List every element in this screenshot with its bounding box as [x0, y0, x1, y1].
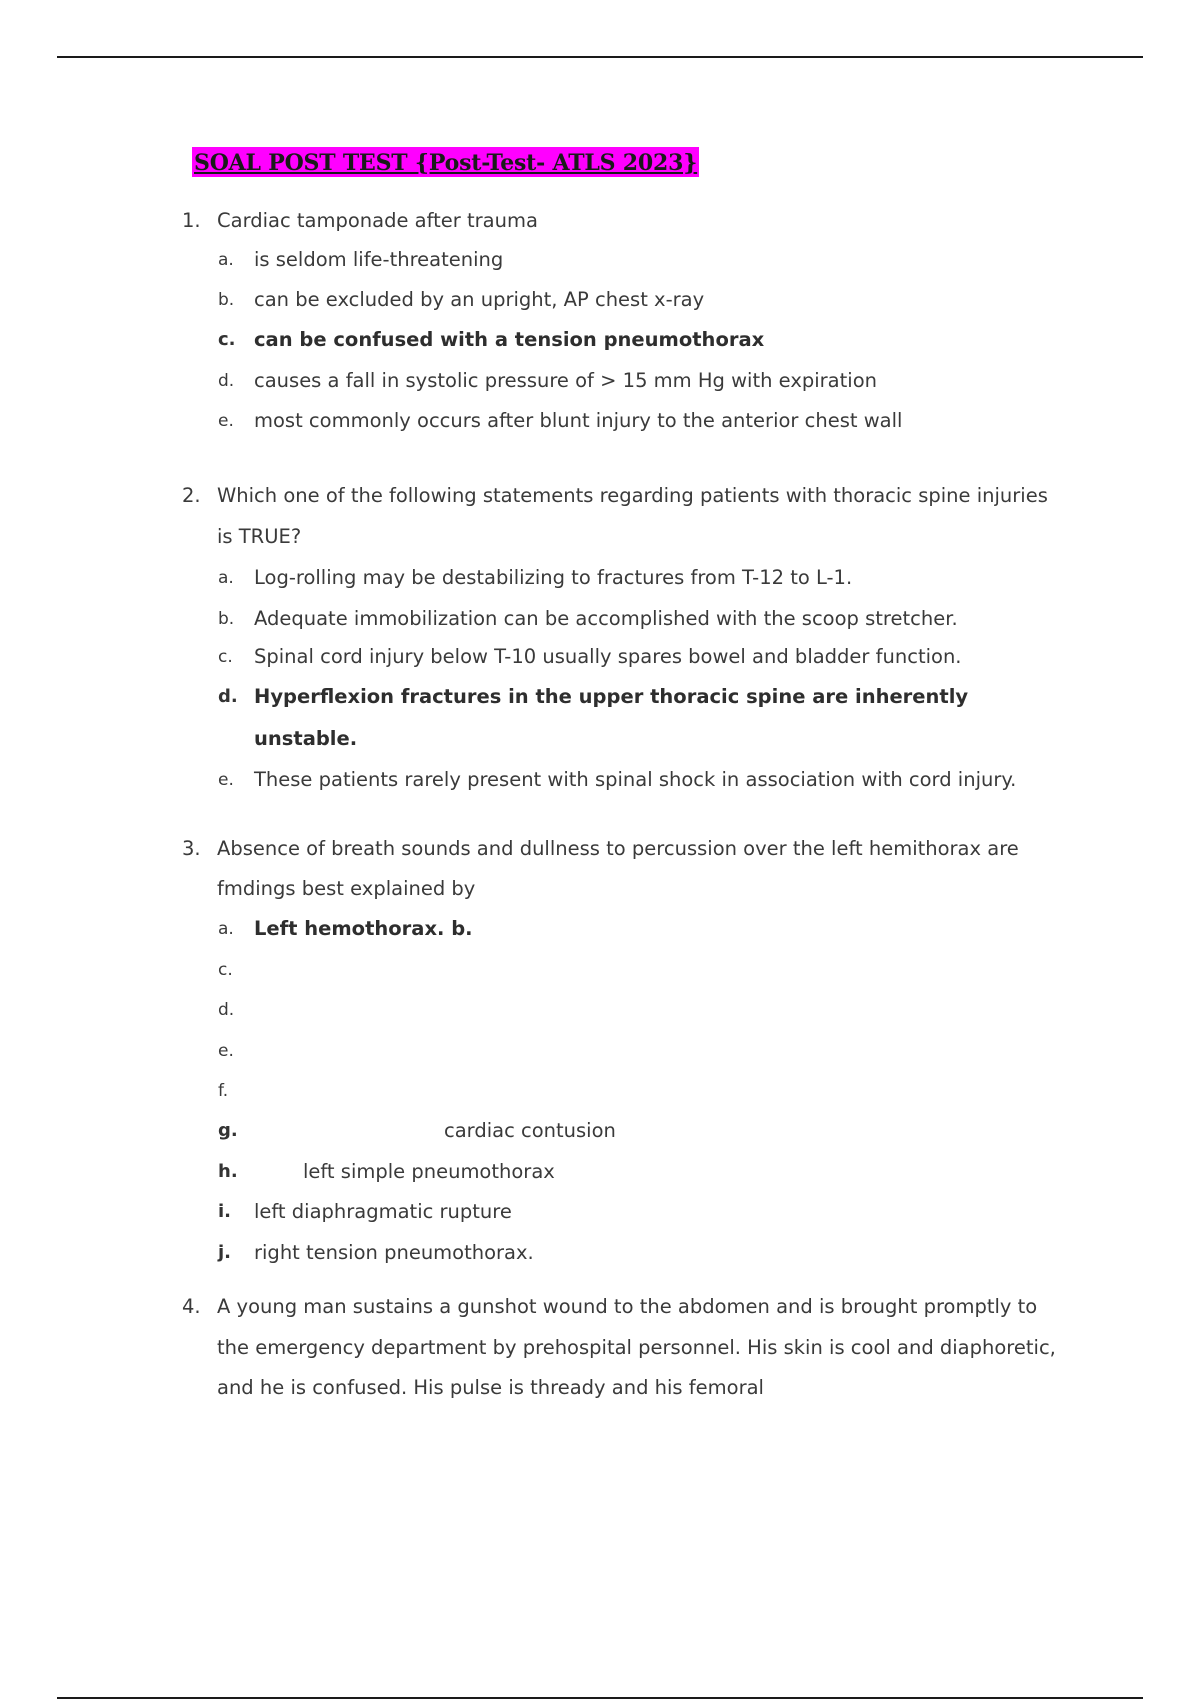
question-text: Absence of breath sounds and dullness to percussion over the left hemithorax are [217, 837, 1019, 860]
option-text: causes a fall in systolic pressure of > 15 mm Hg with expiration [254, 369, 877, 392]
option-letter: c. [218, 960, 233, 980]
option-letter: b. [218, 609, 235, 629]
question-text: is TRUE? [217, 525, 302, 548]
option-letter: d. [218, 1000, 235, 1020]
option-letter: a. [218, 919, 234, 939]
option-letter: c. [218, 647, 233, 667]
option-text-correct: Left hemothorax [254, 917, 438, 940]
question-text: fmdings best explained by [217, 877, 476, 900]
option-letter: h. [218, 1161, 238, 1182]
option-text: Adequate immobilization can be accomplished with the scoop stretcher. [254, 607, 958, 630]
bottom-rule [57, 1697, 1143, 1699]
option-letter: i. [218, 1201, 232, 1222]
option-text-suffix: . b. [437, 917, 473, 940]
option-text: Log-rolling may be destabilizing to fractures from T-12 to L-1. [254, 566, 853, 589]
question-text: Cardiac tamponade after trauma [217, 209, 538, 232]
option-text: Spinal cord injury below T-10 usually spares bowel and bladder function. [254, 645, 962, 668]
option-letter: f. [218, 1081, 229, 1101]
option-text: left diaphragmatic rupture [254, 1200, 512, 1223]
question-text: A young man sustains a gunshot wound to the abdomen and is brought promptly to [217, 1295, 1038, 1318]
option-text-correct: Hyperflexion fractures in the upper thoracic spine are inherently [254, 685, 969, 708]
option-letter: e. [218, 411, 234, 431]
option-letter: a. [218, 250, 234, 270]
option-text-correct: can be confused with a tension pneumothorax [254, 328, 765, 351]
option-letter: g. [218, 1120, 238, 1141]
question-text: the emergency department by prehospital personnel. His skin is cool and diaphoretic, [217, 1336, 1056, 1359]
option-text-correct: unstable. [254, 727, 358, 750]
option-letter: d. [218, 686, 238, 707]
question-number: 2. [182, 484, 201, 507]
option-letter: d. [218, 371, 235, 391]
option-letter: j. [218, 1242, 232, 1263]
option-letter: b. [218, 290, 235, 310]
question-number: 4. [182, 1295, 201, 1318]
option-text: cardiac contusion [444, 1119, 616, 1142]
option-text: These patients rarely present with spinal shock in association with cord injury. [254, 768, 1017, 791]
option-text: can be excluded by an upright, AP chest x-ray [254, 288, 705, 311]
question-text: Which one of the following statements regarding patients with thoracic spine injuries [217, 484, 1048, 507]
option-text: most commonly occurs after blunt injury to the anterior chest wall [254, 409, 903, 432]
option-text: is seldom life-threatening [254, 248, 504, 271]
document-title: SOAL POST TEST {Post-Test- ATLS 2023} [192, 147, 699, 177]
option-text [254, 917, 473, 941]
question-number: 1. [182, 209, 201, 232]
option-letter: a. [218, 568, 234, 588]
option-text: left simple pneumothorax [303, 1160, 555, 1183]
question-text: and he is confused. His pulse is thready and his femoral [217, 1376, 764, 1399]
option-letter: c. [218, 329, 236, 350]
top-rule [57, 56, 1143, 58]
option-letter: e. [218, 770, 234, 790]
option-letter: e. [218, 1041, 234, 1061]
question-number: 3. [182, 837, 201, 860]
option-text: right tension pneumothorax. [254, 1241, 534, 1264]
